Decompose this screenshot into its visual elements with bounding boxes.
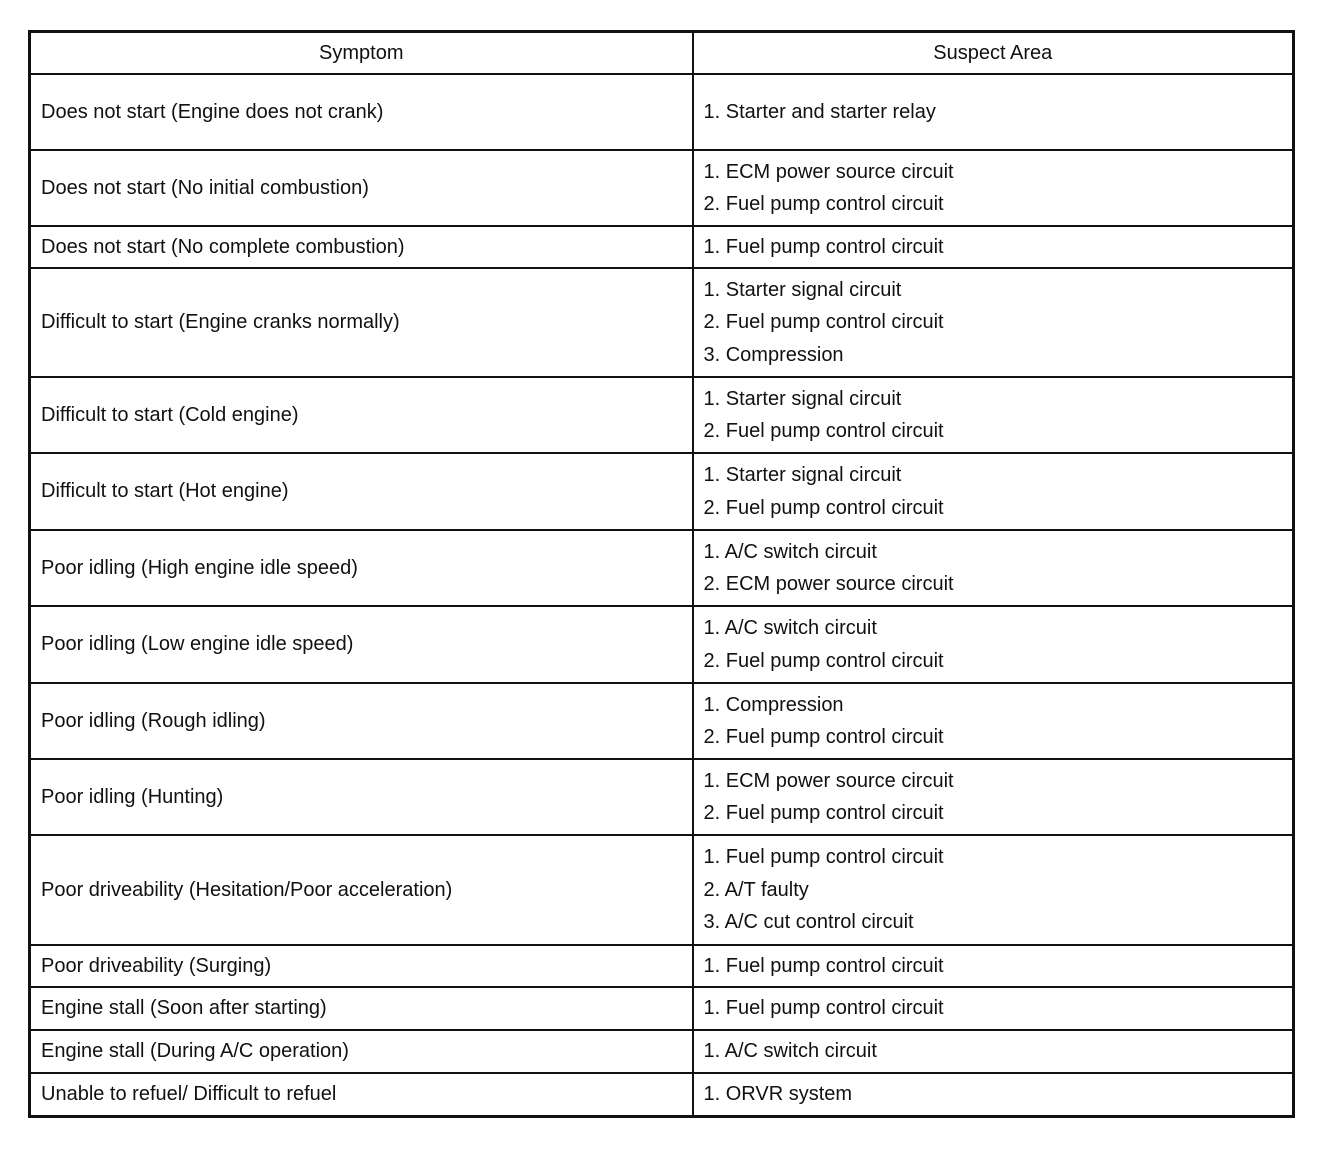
suspect-area-item: 2. Fuel pump control circuit [703, 726, 944, 748]
suspect-area-cell [693, 835, 1294, 945]
symptom-cell: Does not start (No initial combustion) [30, 150, 693, 226]
suspect-area-item: 1. Fuel pump control circuit [703, 954, 944, 977]
suspect-area-item: 2. A/T faulty [703, 878, 809, 901]
symptom-cell: Does not start (Engine does not crank) [30, 74, 693, 150]
table-header-row [30, 32, 1294, 75]
suspect-area-item: 1. ECM power source circuit [703, 160, 954, 183]
suspect-area-column-header: Suspect Area [693, 32, 1294, 75]
suspect-area-cell [693, 606, 1294, 683]
suspect-area-cell [693, 74, 1294, 150]
suspect-area-item: 1. Fuel pump control circuit [703, 235, 944, 258]
suspect-area-item: 2. Fuel pump control circuit [703, 420, 944, 442]
suspect-area-cell [693, 268, 1294, 377]
problem-symptoms-table-sheet [28, 30, 1292, 1118]
table-row [30, 835, 1294, 945]
symptom-cell: Difficult to start (Hot engine) [30, 453, 693, 530]
table-row [30, 606, 1294, 683]
suspect-area-item: 1. ECM power source circuit [703, 769, 954, 792]
suspect-area-item: 3. Compression [703, 343, 844, 366]
suspect-area-item: 2. Fuel pump control circuit [703, 496, 944, 519]
symptom-column-header: Symptom [30, 32, 693, 75]
suspect-area-item: 1. A/C switch circuit [703, 617, 877, 639]
suspect-area-item: 1. Starter signal circuit [703, 464, 902, 486]
suspect-area-item: 2. ECM power source circuit [703, 573, 954, 595]
table-body [30, 74, 1294, 1116]
table-row [30, 150, 1294, 226]
suspect-area-item: 2. Fuel pump control circuit [703, 193, 944, 215]
symptom-cell: Difficult to start (Cold engine) [30, 377, 693, 453]
table-row [30, 1030, 1294, 1073]
table-row [30, 377, 1294, 453]
suspect-area-item: 1. ORVR system [703, 1083, 853, 1105]
symptom-cell: Poor idling (Rough idling) [30, 683, 693, 759]
suspect-area-cell [693, 683, 1294, 759]
suspect-area-cell [693, 987, 1294, 1030]
symptom-cell: Unable to refuel/ Difficult to refuel [30, 1073, 693, 1116]
table-row [30, 683, 1294, 759]
table-row [30, 74, 1294, 150]
suspect-area-item: 2. Fuel pump control circuit [703, 649, 944, 672]
table-row [30, 453, 1294, 530]
symptom-cell: Engine stall (During A/C operation) [30, 1030, 693, 1073]
symptom-cell: Poor driveability (Hesitation/Poor acceleration) [30, 835, 693, 945]
suspect-area-cell [693, 945, 1294, 987]
table-row [30, 945, 1294, 987]
suspect-area-cell [693, 377, 1294, 453]
table-row [30, 226, 1294, 268]
suspect-area-item: 1. Compression [703, 693, 844, 716]
table-row [30, 987, 1294, 1030]
suspect-area-cell [693, 530, 1294, 606]
suspect-area-cell [693, 759, 1294, 835]
symptom-cell: Does not start (No complete combustion) [30, 226, 693, 268]
symptom-cell: Difficult to start (Engine cranks normally) [30, 268, 693, 377]
suspect-area-item: 2. Fuel pump control circuit [703, 802, 944, 824]
suspect-area-cell [693, 1073, 1294, 1116]
suspect-area-item: 1. Starter and starter relay [703, 100, 936, 123]
problem-symptoms-table [28, 30, 1295, 1118]
table-row [30, 759, 1294, 835]
table-row [30, 1073, 1294, 1116]
suspect-area-item: 1. Starter signal circuit [703, 278, 902, 301]
symptom-cell: Poor idling (High engine idle speed) [30, 530, 693, 606]
suspect-area-item: 1. Fuel pump control circuit [703, 997, 944, 1020]
suspect-area-item: 2. Fuel pump control circuit [703, 311, 944, 334]
symptom-cell: Poor idling (Low engine idle speed) [30, 606, 693, 683]
suspect-area-item: 1. A/C switch circuit [703, 1040, 877, 1063]
suspect-area-cell [693, 1030, 1294, 1073]
suspect-area-cell [693, 226, 1294, 268]
suspect-area-item: 1. Starter signal circuit [703, 387, 902, 410]
table-row [30, 530, 1294, 606]
suspect-area-item: 1. Fuel pump control circuit [703, 846, 944, 869]
suspect-area-item: 3. A/C cut control circuit [703, 911, 914, 934]
symptom-cell: Poor idling (Hunting) [30, 759, 693, 835]
table-row [30, 268, 1294, 377]
symptom-cell: Engine stall (Soon after starting) [30, 987, 693, 1030]
symptom-cell: Poor driveability (Surging) [30, 945, 693, 987]
suspect-area-item: 1. A/C switch circuit [703, 540, 877, 563]
suspect-area-cell [693, 150, 1294, 226]
suspect-area-cell [693, 453, 1294, 530]
